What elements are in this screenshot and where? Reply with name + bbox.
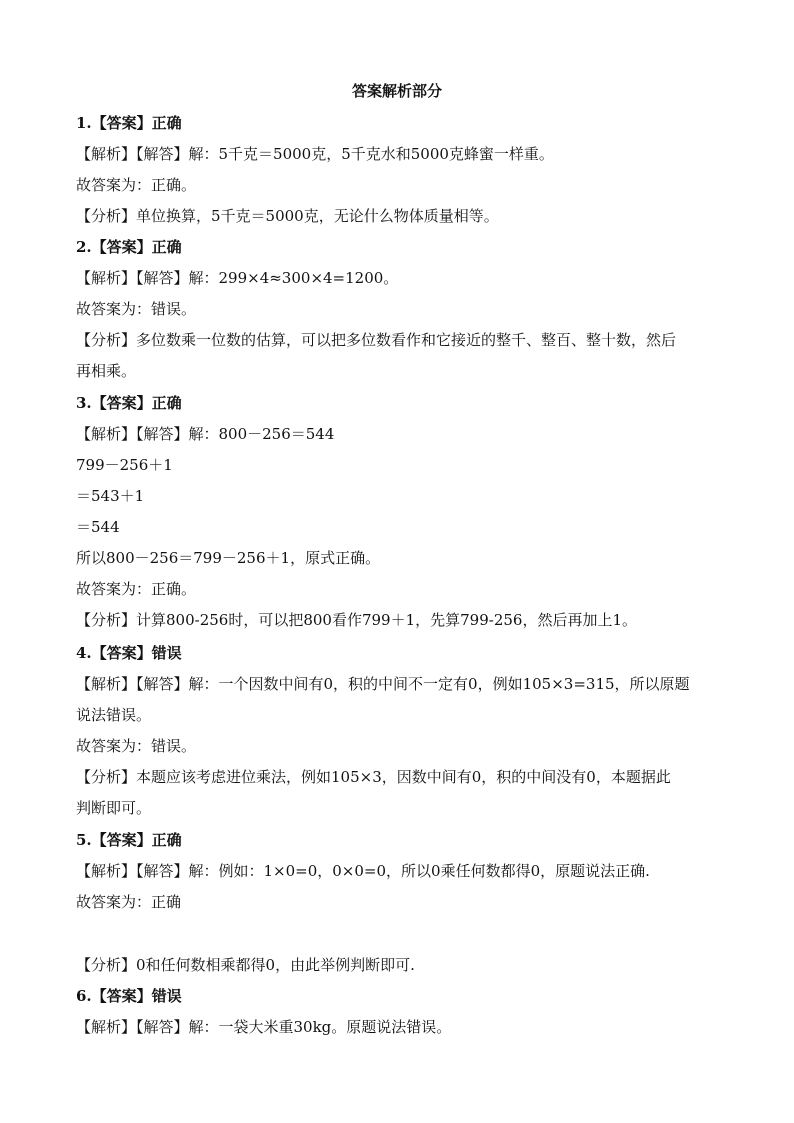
q2-analysis-cont: 再相乘。 [76,362,137,380]
q5-answer: 5.【答案】正确 [76,831,182,849]
q3-step-2: ＝543＋1 [76,487,145,505]
q2-conclusion: 故答案为：错误。 [76,300,197,318]
q3-solution: 【解析】【解答】解：800－256＝544 [76,425,335,443]
q1-conclusion: 故答案为：正确。 [76,176,197,194]
q4-analysis-cont: 判断即可。 [76,799,152,817]
q3-analysis: 【分析】计算800-256时，可以把800看作799＋1，先算799-256，然后再加上1。 [76,611,638,629]
q3-conclusion: 故答案为：正确。 [76,580,197,598]
q5-solution: 【解析】【解答】解：例如：1×0=0，0×0=0，所以0乘任何数都得0，原题说法正确. [76,862,650,880]
q4-answer: 4.【答案】错误 [76,644,182,662]
q3-step-3: ＝544 [76,518,120,536]
q5-conclusion: 故答案为：正确 [76,893,182,911]
q6-answer: 6.【答案】错误 [76,987,182,1005]
q1-solution: 【解析】【解答】解：5千克＝5000克，5千克水和5000克蜂蜜一样重。 [76,145,554,163]
q2-solution: 【解析】【解答】解：299×4≈300×4=1200。 [76,269,399,287]
q1-analysis: 【分析】单位换算，5千克＝5000克，无论什么物体质量相等。 [76,207,499,225]
q2-analysis: 【分析】多位数乘一位数的估算，可以把多位数看作和它接近的整千、整百、整十数，然后 [76,331,677,349]
q3-answer: 3.【答案】正确 [76,394,182,412]
q4-solution: 【解析】【解答】解：一个因数中间有0，积的中间不一定有0，例如105×3=315，所以原题 [76,675,690,693]
section-title: 答案解析部分 [351,82,442,100]
q3-summary: 所以800－256＝799－256＋1，原式正确。 [76,549,381,567]
q4-analysis: 【分析】本题应该考虑进位乘法，例如105×3，因数中间有0，积的中间没有0，本题据此 [76,768,671,786]
q6-solution: 【解析】【解答】解：一袋大米重30kg。原题说法错误。 [76,1018,452,1036]
q5-analysis: 【分析】0和任何数相乘都得0，由此举例判断即可. [76,956,415,974]
q1-answer: 1.【答案】正确 [76,114,182,132]
q3-step-1: 799－256＋1 [76,456,173,474]
q2-answer: 2.【答案】正确 [76,238,182,256]
q4-conclusion: 故答案为：错误。 [76,737,197,755]
q4-solution-cont: 说法错误。 [76,706,152,724]
